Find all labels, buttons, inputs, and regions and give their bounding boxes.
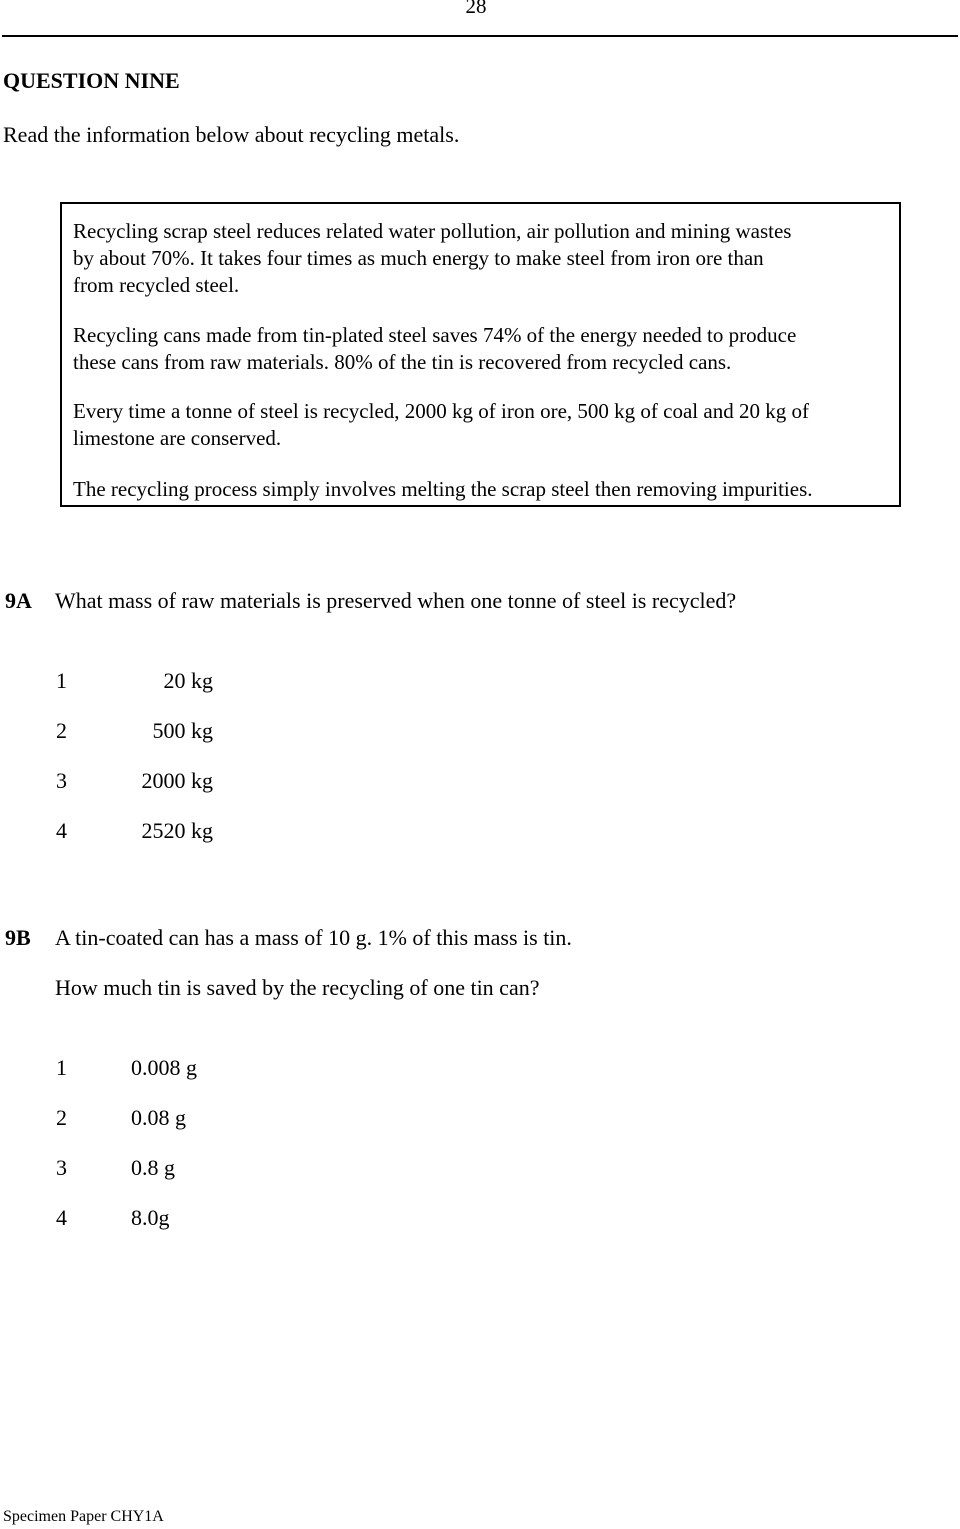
option-9b-1-value: 0.008 g (131, 1055, 197, 1080)
question-9b-text: A tin-coated can has a mass of 10 g. 1% of this mass is tin. (55, 925, 572, 950)
option-9a-1-value: 20 kg (163, 668, 213, 693)
question-9a-number: 9A (5, 588, 32, 613)
option-9a-4-value: 2520 kg (141, 818, 213, 843)
question-9b-text-2: How much tin is saved by the recycling of one tin can? (55, 975, 540, 1000)
question-9a-text: What mass of raw materials is preserved when one tonne of steel is recycled? (55, 588, 737, 613)
info-box-line: by about 70%. It takes four times as much energy to make steel from iron ore than (73, 246, 764, 270)
option-9a-3-value: 2000 kg (141, 768, 213, 793)
footer-text: Specimen Paper CHY1A (3, 1508, 164, 1525)
option-9a-2-number: 2 (56, 718, 67, 743)
option-9b-3-value: 0.8 g (131, 1155, 175, 1180)
option-9b-2-value: 0.08 g (131, 1105, 186, 1130)
option-9b-2-number: 2 (56, 1105, 67, 1130)
info-box-line: these cans from raw materials. 80% of the tin is recovered from recycled cans. (73, 350, 732, 374)
info-box-line: from recycled steel. (73, 273, 240, 297)
header-rule (2, 35, 958, 37)
option-9a-3-number: 3 (56, 768, 67, 793)
info-box-line: The recycling process simply involves melting the scrap steel then removing impurities. (73, 477, 813, 501)
option-9b-1-number: 1 (56, 1055, 67, 1080)
option-9b-3-number: 3 (56, 1155, 67, 1180)
option-9b-4-value: 8.0g (131, 1205, 170, 1230)
info-box-line: Recycling cans made from tin-plated steel saves 74% of the energy needed to produce (73, 323, 797, 347)
info-box-line: Recycling scrap steel reduces related water pollution, air pollution and mining wastes (73, 219, 792, 243)
info-box-line: Every time a tonne of steel is recycled, 2000 kg of iron ore, 500 kg of coal and 20 kg of (73, 399, 809, 423)
option-9a-1-number: 1 (56, 668, 67, 693)
option-9b-4-number: 4 (56, 1205, 67, 1230)
page-number: 28 (465, 0, 487, 18)
question-9b-number: 9B (5, 925, 31, 950)
option-9a-4-number: 4 (56, 818, 67, 843)
info-box-line: limestone are conserved. (73, 426, 282, 450)
question-intro: Read the information below about recycling metals. (3, 122, 460, 147)
option-9a-2-value: 500 kg (152, 718, 213, 743)
question-title: QUESTION NINE (3, 68, 180, 93)
